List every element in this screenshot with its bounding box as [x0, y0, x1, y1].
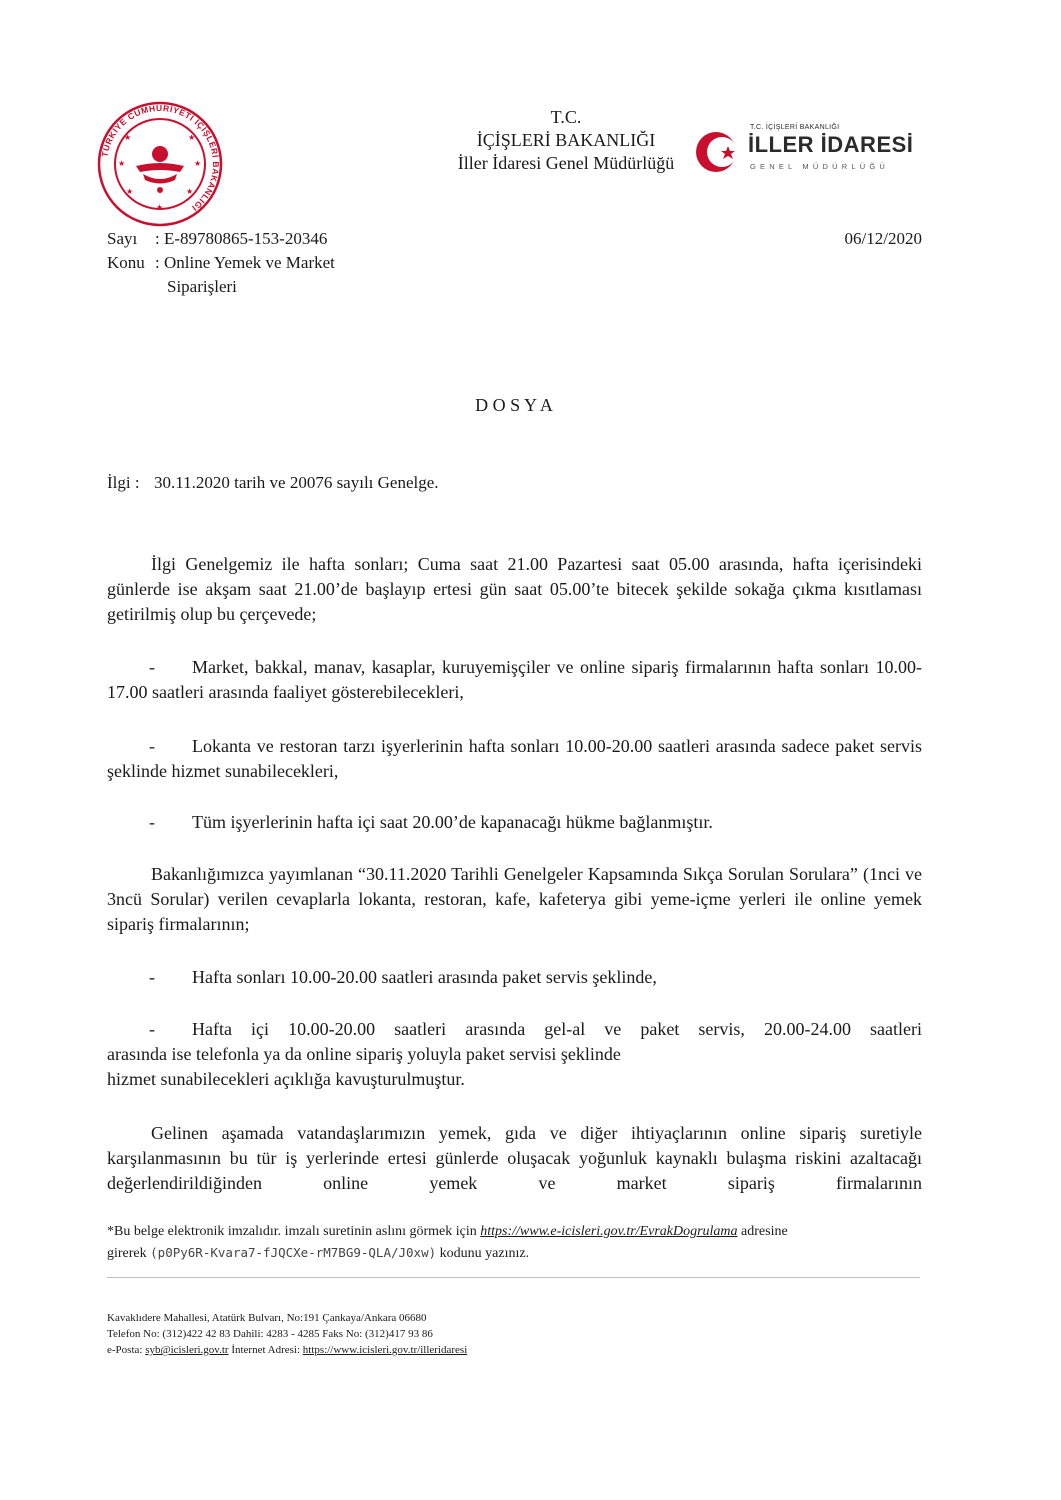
ilgi-label: İlgi : [107, 473, 140, 492]
konu-value-cont: Siparişleri [167, 277, 237, 296]
web-label: İnternet Adresi: [228, 1344, 303, 1356]
footer-divider [107, 1277, 920, 1278]
svg-text:★: ★ [194, 159, 202, 168]
konu-value: : Online Yemek ve Market [155, 253, 335, 272]
ilgi-text: 30.11.2020 tarih ve 20076 sayılı Genelge. [154, 473, 439, 492]
svg-text:★: ★ [188, 133, 196, 142]
address-line-2: Telefon No: (312)422 42 83 Dahili: 4283 - 4285 Faks No: (312)417 93 86 [107, 1328, 433, 1340]
bullet-5-line-3: hizmet sunabilecekleri açıklığa kavuşturulmuştur. [107, 1069, 465, 1089]
footnote-line2-prefix: girerek [107, 1246, 151, 1261]
address-line-1: Kavaklıdere Mahallesi, Atatürk Bulvarı, No:191 Çankaya/Ankara 06680 [107, 1312, 427, 1324]
sayi-value: : E-89780865-153-20346 [155, 229, 328, 248]
footnote-line2-suffix: kodunu yazınız. [436, 1246, 530, 1261]
email-link[interactable]: syb@icisleri.gov.tr [145, 1344, 229, 1356]
paragraph-3: Gelinen aşamada vatandaşlarımızın yemek, gıda ve diğer ihtiyaçlarının online sipariş suretiyle karşılanmasının bu tür iş yerlerinde ertesi günlerde oluşacak yoğunluk kaynaklı bulaşma riskini azaltacağı değerlendirildiğinden online yemek ve market sipariş firmalarının [107, 1123, 922, 1193]
svg-text:★: ★ [156, 203, 164, 212]
svg-text:TÜRKİYE CUMHURİYETİ İÇİŞLERİ B: TÜRKİYE CUMHURİYETİ İÇİŞLERİ BAKANLIĞI [99, 102, 222, 214]
email-label: e-Posta: [107, 1344, 146, 1356]
iller-idaresi-logo [694, 122, 924, 182]
konu-label: Konu [107, 253, 145, 272]
svg-text:★: ★ [126, 187, 134, 196]
logo-title: İLLER İDARESİ [748, 132, 914, 157]
bullet-4: - Hafta sonları 10.00-20.00 saatleri arasında paket servis şeklinde, [149, 967, 657, 987]
bullet-1: - Market, bakkal, manav, kasaplar, kuruyemişçiler ve online sipariş firmalarının hafta sonları 10.00-17.00 saatleri arasında faaliyet gösterebilecekleri, [107, 657, 922, 702]
paragraph-2: Bakanlığımızca yayımlanan “30.11.2020 Tarihli Genelgeler Kapsamında Sıkça Sorulan Sorulara” (1nci ve 3ncü Sorular) verilen cevaplarla lokanta, restoran, kafe, kafeterya gibi yeme-içme yerleri ile online yemek sipariş firmalarının; [107, 864, 922, 934]
verification-link[interactable]: https://www.e-icisleri.gov.tr/EvrakDogrulama [480, 1224, 738, 1239]
bullet-5-line-1: - Hafta içi 10.00-20.00 saatleri arasında gel-al ve paket servis, 20.00-24.00 saatleri [149, 1019, 922, 1039]
crescent-star-icon [694, 128, 742, 176]
footnote-after-link: adresine [737, 1224, 788, 1239]
bullet-3: - Tüm işyerlerinin hafta içi saat 20.00’de kapanacağı hükme bağlanmıştır. [149, 812, 713, 832]
document-title: D O S Y A [475, 395, 553, 415]
bullet-2: - Lokanta ve restoran tarzı işyerlerinin hafta sonları 10.00-20.00 saatleri arasında sadece paket servis şeklinde hizmet sunabilecekleri, [107, 736, 922, 781]
address-line-3 [107, 1342, 467, 1359]
logo-small-text: T.C. İÇİŞLERİ BAKANLIĞI [750, 124, 840, 131]
svg-text:★: ★ [118, 159, 126, 168]
bullet-5-line-2: arasında ise telefonla ya da online sipariş yoluyla paket servisi şeklinde [107, 1044, 621, 1064]
footnote-text: *Bu belge elektronik imzalıdır. imzalı suretinin aslını görmek için [107, 1224, 481, 1239]
svg-text:★: ★ [124, 133, 132, 142]
header-directorate: İller İdaresi Genel Müdürlüğü [457, 153, 675, 173]
header-tc: T.C. [550, 107, 582, 127]
header-ministry: İÇİŞLERİ BAKANLIĞI [476, 130, 656, 150]
ministry-seal [96, 100, 224, 228]
logo-subtitle: GENEL MÜDÜRLÜĞÜ [750, 162, 889, 171]
svg-text:★: ★ [186, 187, 194, 196]
paragraph-1: İlgi Genelgemiz ile hafta sonları; Cuma saat 21.00 Pazartesi saat 05.00 arasında, hafta içerisindeki günlerde ise akşam saat 21.00’de başlayıp ertesi gün saat 05.00’te bitecek şekilde sokağa çıkma kısıtlaması getirilmiş olup bu çerçevede; [107, 554, 922, 624]
sayi-label: Sayı [107, 229, 138, 248]
document-date: 06/12/2020 [844, 229, 922, 248]
e-signature-note [107, 1221, 922, 1264]
website-link[interactable]: https://www.icisleri.gov.tr/illeridaresi [302, 1344, 468, 1356]
verification-code: (p0Py6R-Kvara7-fJQCXe-rM7BG9-QLA/J0xw) [150, 1245, 437, 1260]
